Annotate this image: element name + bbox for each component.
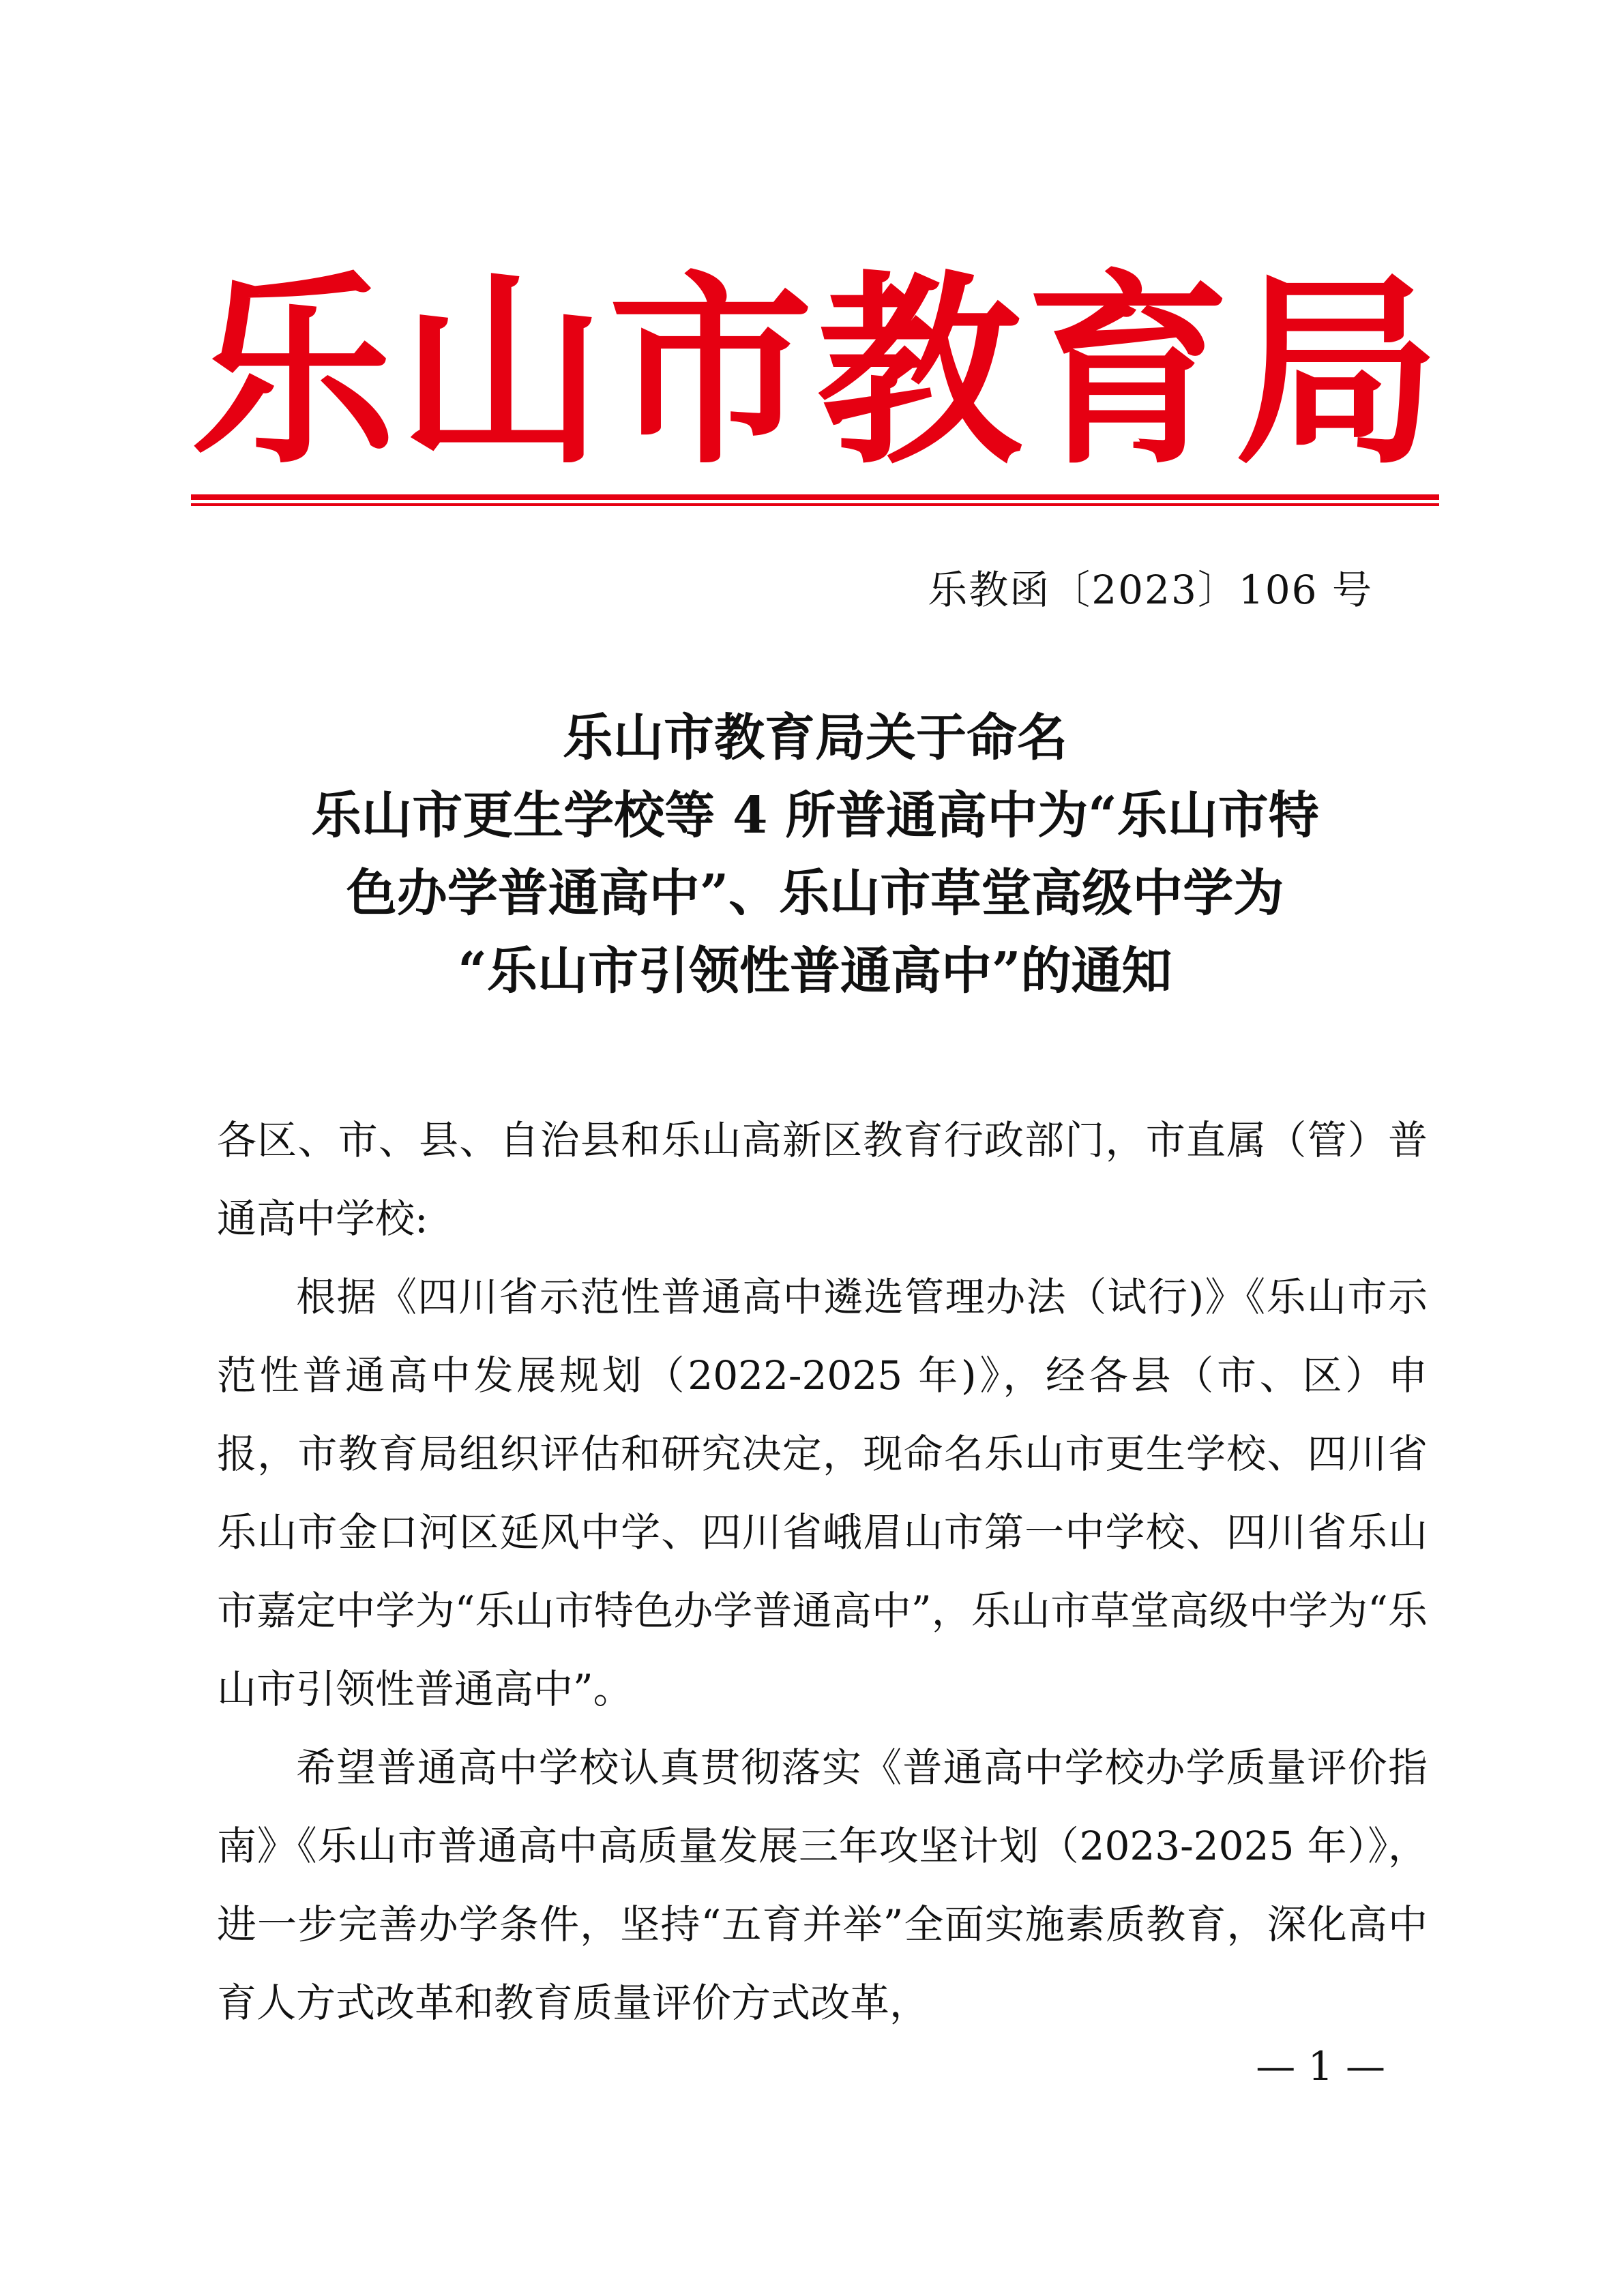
title-line: 乐山市更生学校等 4 所普通高中为“乐山市特 — [311, 786, 1319, 845]
body-paragraph: 根据《四川省示范性普通高中遴选管理办法（试行)》《乐山市示范性普通高中发展规划（2022-2025 年)》，经各县（市、区）申报，市教育局组织评估和研究决定，现命名乐山市更生学校、四川省乐山市金口河区延风中学、四川省峨眉山市第一中学校、四川省乐山市嘉定中学为“乐山市特色办学普通高中”，乐山市草堂高级中学为“乐山市引领性普通高中”。 — [217, 1274, 1428, 1712]
red-divider — [191, 494, 1439, 507]
masthead-char: 教 — [817, 251, 1022, 492]
addressee: 各区、市、县、自治县和乐山高新区教育行政部门，市直属（管）普通高中学校: — [217, 1117, 1428, 1242]
document-number: 乐教函〔2023〕106 号 — [928, 567, 1373, 613]
page-number: — 1 — — [1256, 2043, 1385, 2089]
masthead-char: 乐 — [191, 251, 396, 492]
red-divider-thick — [191, 494, 1439, 500]
masthead-char: 局 — [1235, 251, 1439, 492]
body-paragraph: 希望普通高中学校认真贯彻落实《普通高中学校办学质量评价指南》《乐山市普通高中高质量发展三年攻坚计划（2023-2025 年）》，进一步完善办学条件，坚持“五育并举”全面实施素质教育，深化高中育人方式改革和教育质量评价方式改革， — [217, 1744, 1428, 2026]
document-body — [217, 1101, 1428, 2042]
masthead-char: 育 — [1026, 251, 1230, 492]
agency-masthead — [191, 251, 1439, 492]
document-title — [191, 699, 1439, 1010]
masthead-char: 山 — [400, 251, 604, 492]
title-line: 色办学普通高中”、乐山市草堂高级中学为 — [346, 864, 1284, 923]
red-divider-thin — [191, 503, 1439, 506]
masthead-char: 市 — [608, 251, 813, 492]
title-line: “乐山市引领性普通高中”的通知 — [458, 942, 1172, 1000]
title-line: 乐山市教育局关于命名 — [563, 709, 1067, 767]
